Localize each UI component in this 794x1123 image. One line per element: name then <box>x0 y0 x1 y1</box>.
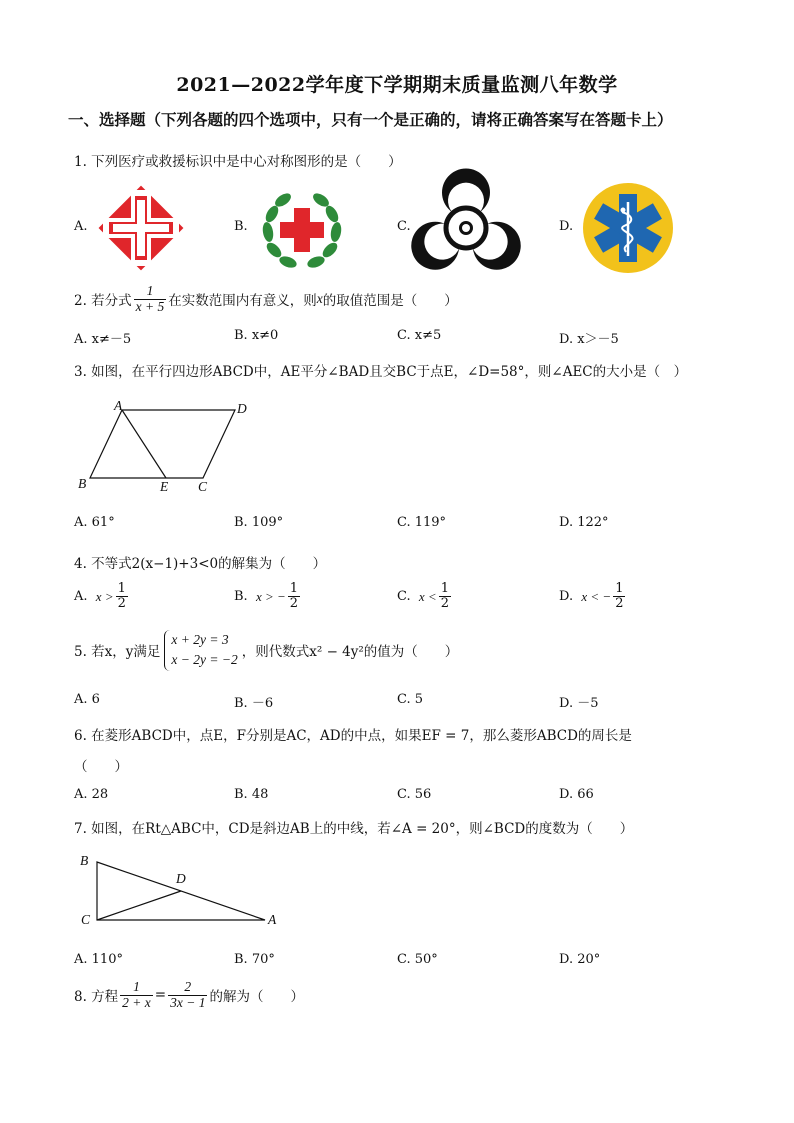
question-8-stem <box>74 980 304 1011</box>
q4-option-d-fraction <box>613 582 625 612</box>
q4-option-a-relation: x > <box>95 588 114 604</box>
q4-c-num: 1 <box>440 581 449 596</box>
q8-right-num: 2 <box>168 980 207 996</box>
q2-suffix2: 的取值范围是（ ） <box>322 293 458 310</box>
q2-fraction <box>134 284 167 315</box>
q4-d-num: 1 <box>615 581 624 596</box>
q7-option-d: D. 20° <box>559 952 601 967</box>
fig7-label-b: B <box>80 853 89 868</box>
red-cross-wreath-icon <box>256 184 348 272</box>
q2-option-b: B. x≠0 <box>234 328 279 343</box>
q4-option-b-fraction <box>288 582 300 612</box>
q7-option-b: B. 70° <box>234 952 275 967</box>
q6-option-d: D. 66 <box>559 787 594 802</box>
star-of-life-icon <box>582 182 674 274</box>
q8-equals: = <box>154 987 167 1004</box>
question-7-stem: 7. 如图，在Rt△ABC中，CD是斜边AB上的中线，若∠A = 20°，则∠BCD的度数为（ ） <box>74 821 634 837</box>
biohazard-icon <box>420 182 512 274</box>
q4-option-c-fraction <box>439 582 451 612</box>
q8-right-den: 3x − 1 <box>170 994 206 1010</box>
q4-option-d <box>559 582 627 612</box>
q4-option-b-label: B. <box>234 589 248 605</box>
q5-equation-2: x − 2y = −2 <box>171 652 238 668</box>
q4-option-c <box>397 582 453 612</box>
q4-a-den: 2 <box>117 596 126 612</box>
q4-option-b-relation: x > − <box>255 588 286 604</box>
fig3-label-e: E <box>160 479 169 494</box>
q6-option-a: A. 28 <box>74 787 109 802</box>
q8-left-den: 2 + x <box>122 994 151 1010</box>
q4-option-a-label: A. <box>74 589 88 605</box>
section-heading: 一、选择题（下列各题的四个选项中，只有一个是正确的，请将正确答案写在答题卡上） <box>68 110 673 129</box>
q1-label-a: A. <box>74 219 88 234</box>
q4-option-c-relation: x < <box>418 588 437 604</box>
q4-option-a <box>74 582 130 612</box>
q5-suffix: ，则代数式x² − 4y²的值为（ ） <box>241 644 459 661</box>
q2-numerator: 1 <box>134 284 167 300</box>
fig7-label-c: C <box>81 912 91 927</box>
q5-equation-system <box>164 630 237 671</box>
q3-option-c: C. 119° <box>397 515 447 530</box>
question-4-stem: 4. 不等式2(x−1)+3<0的解集为（ ） <box>74 556 327 572</box>
q5-option-c: C. 5 <box>397 692 424 707</box>
fig3-label-b: B <box>78 476 87 491</box>
fig7-label-a: A <box>268 912 277 927</box>
q4-option-c-label: C. <box>397 589 411 605</box>
red-cross-diamond-icon <box>95 182 187 274</box>
q7-option-a: A. 110° <box>74 952 123 967</box>
q3-option-d: D. 122° <box>559 515 609 530</box>
question-1-stem: 1. 下列医疗或救援标识中是中心对称图形的是（ ） <box>74 154 402 170</box>
q4-option-d-relation: x < − <box>581 588 612 604</box>
q1-label-c: C. <box>397 219 411 234</box>
q8-fraction-right <box>168 980 207 1011</box>
q2-option-c: C. x≠5 <box>397 328 442 343</box>
q4-option-b <box>234 582 302 612</box>
q8-suffix: 的解为（ ） <box>209 989 304 1006</box>
q5-option-d: D. －5 <box>559 696 599 711</box>
fig7-label-d: D <box>176 871 186 886</box>
q4-c-den: 2 <box>440 596 449 612</box>
q7-option-c: C. 50° <box>397 952 438 967</box>
q5-equation-1: x + 2y = 3 <box>171 632 229 647</box>
q3-option-b: B. 109° <box>234 515 284 530</box>
q2-prefix: 2. 若分式 <box>74 293 132 310</box>
question-6-stem: 6. 在菱形ABCD中，点E，F分别是AC，AD的中点，如果EF = 7，那么菱形ABCD的周长是 <box>74 728 632 744</box>
q8-fraction-left <box>120 980 153 1011</box>
right-triangle-figure <box>80 850 280 930</box>
question-3-stem: 3. 如图，在平行四边形ABCD中，AE平分∠BAD且交BC于点E，∠D=58°，则∠AEC的大小是（ ） <box>74 364 688 380</box>
q2-variable: x <box>316 291 323 307</box>
q4-a-num: 1 <box>117 581 126 596</box>
q8-left-num: 1 <box>120 980 153 996</box>
q6-option-b: B. 48 <box>234 787 269 802</box>
q4-d-den: 2 <box>615 596 624 612</box>
page-title: 2021—2022学年度下学期期末质量监测八年数学 <box>176 74 618 96</box>
q8-prefix: 8. 方程 <box>74 989 119 1006</box>
q2-denominator: x + 5 <box>135 298 165 314</box>
q2-option-d: D. x＞－5 <box>559 332 619 347</box>
question-6-answer-paren: （ ） <box>74 759 128 775</box>
q3-option-a: A. 61° <box>74 515 115 530</box>
q4-option-a-fraction <box>116 582 128 612</box>
q4-b-den: 2 <box>289 596 299 612</box>
fig3-label-d: D <box>237 401 247 416</box>
fig3-label-a: A <box>114 398 123 413</box>
q5-option-b: B. －6 <box>234 696 274 711</box>
q4-option-d-label: D. <box>559 589 574 605</box>
q6-option-c: C. 56 <box>397 787 432 802</box>
q5-option-a: A. 6 <box>74 692 100 707</box>
q1-label-d: D. <box>559 219 574 234</box>
q2-option-a: A. x≠－5 <box>74 332 132 347</box>
q5-prefix: 5. 若x，y满足 <box>74 644 161 661</box>
question-2-stem <box>74 284 458 315</box>
question-5-stem <box>74 630 458 671</box>
q1-label-b: B. <box>234 219 248 234</box>
q4-b-num: 1 <box>289 581 299 596</box>
fig3-label-c: C <box>198 479 208 494</box>
q2-suffix: 在实数范围内有意义，则 <box>168 293 317 310</box>
